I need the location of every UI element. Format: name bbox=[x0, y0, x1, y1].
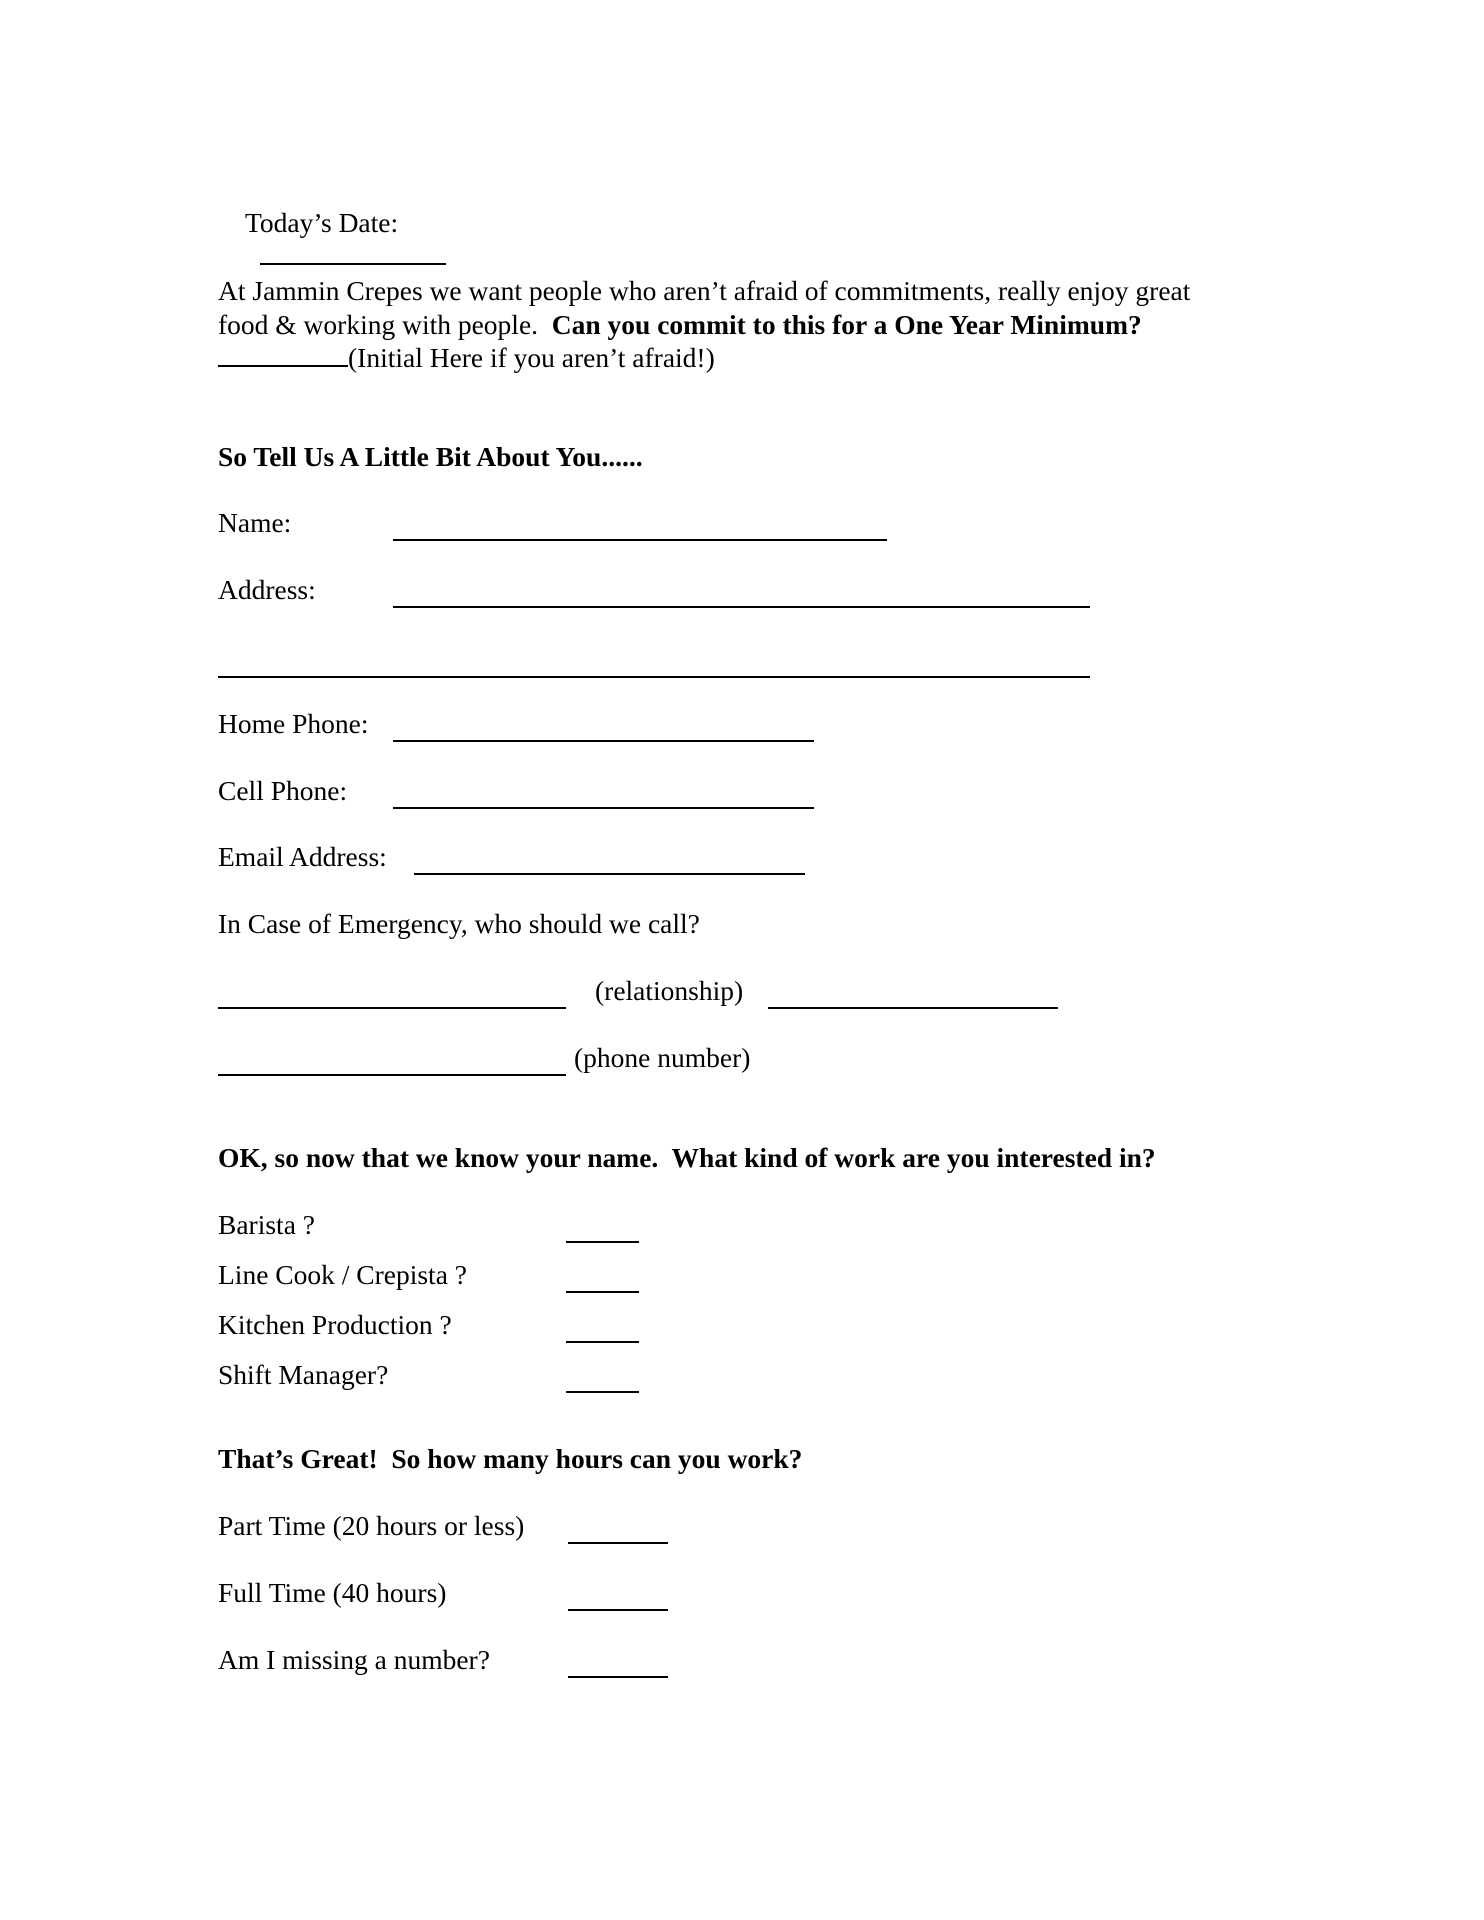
hours-option-field-full-time[interactable] bbox=[568, 1608, 668, 1611]
emergency-contact-name-field[interactable] bbox=[218, 1006, 566, 1009]
initial-hint: (Initial Here if you aren’t afraid!) bbox=[348, 342, 715, 374]
emergency-phone-field[interactable] bbox=[218, 1073, 566, 1076]
email-field[interactable] bbox=[414, 872, 805, 875]
hours-option-field-part-time[interactable] bbox=[568, 1541, 668, 1544]
commitment-paragraph bbox=[218, 274, 1278, 375]
initial-row bbox=[218, 341, 1278, 375]
work-option-field-barista[interactable] bbox=[566, 1240, 639, 1243]
home-phone-label: Home Phone: bbox=[218, 708, 369, 739]
name-label: Name: bbox=[218, 507, 292, 538]
relationship-label: (relationship) bbox=[595, 975, 744, 1006]
address-field-line-1[interactable] bbox=[393, 605, 1090, 608]
commitment-text: food & working with people. bbox=[218, 308, 539, 340]
hours-option-field-other[interactable] bbox=[568, 1675, 668, 1678]
commitment-line-1: At Jammin Crepes we want people who aren’t afraid of commitments, really enjoy great bbox=[218, 275, 1191, 306]
address-field-line-2[interactable] bbox=[218, 675, 1090, 678]
commitment-line-2 bbox=[218, 308, 1278, 342]
work-option-field-kitchen-production[interactable] bbox=[566, 1340, 639, 1343]
hours-option-label: Part Time (20 hours or less) bbox=[218, 1510, 525, 1541]
name-field[interactable] bbox=[393, 538, 887, 541]
work-heading: OK, so now that we know your name. What kind of work are you interested in? bbox=[218, 1142, 1156, 1173]
relationship-field[interactable] bbox=[768, 1006, 1058, 1009]
email-label: Email Address: bbox=[218, 841, 387, 872]
phone-number-label: (phone number) bbox=[574, 1042, 751, 1073]
initial-field[interactable] bbox=[218, 364, 348, 367]
work-option-label: Kitchen Production ? bbox=[218, 1309, 452, 1340]
hours-option-label: Full Time (40 hours) bbox=[218, 1577, 447, 1608]
work-option-label: Shift Manager? bbox=[218, 1359, 389, 1390]
emergency-question: In Case of Emergency, who should we call? bbox=[218, 908, 700, 939]
work-option-label: Line Cook / Crepista ? bbox=[218, 1259, 467, 1290]
work-option-label: Barista ? bbox=[218, 1209, 315, 1240]
work-option-field-shift-manager[interactable] bbox=[566, 1390, 639, 1393]
about-heading: So Tell Us A Little Bit About You...... bbox=[218, 441, 643, 472]
cell-phone-label: Cell Phone: bbox=[218, 775, 348, 806]
home-phone-field[interactable] bbox=[393, 739, 814, 742]
hours-option-label: Am I missing a number? bbox=[218, 1644, 490, 1675]
work-option-field-line-cook[interactable] bbox=[566, 1290, 639, 1293]
commitment-question: Can you commit to this for a One Year Minimum? bbox=[551, 308, 1142, 340]
date-label: Today’s Date: bbox=[245, 206, 399, 238]
hours-heading: That’s Great! So how many hours can you work? bbox=[218, 1443, 803, 1474]
address-label: Address: bbox=[218, 574, 316, 605]
date-field[interactable] bbox=[260, 262, 446, 265]
cell-phone-field[interactable] bbox=[393, 806, 814, 809]
